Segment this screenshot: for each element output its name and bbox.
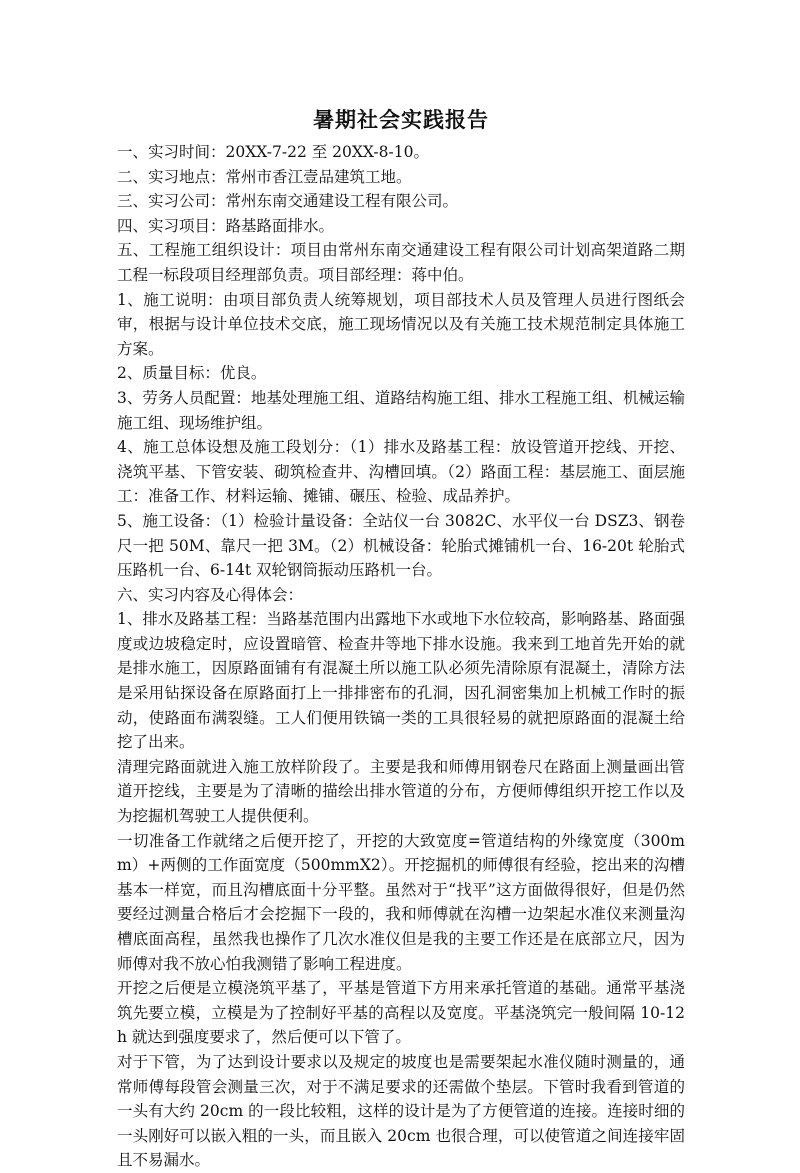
- paragraph-drainage-work: 1、排水及路基工程：当路基范围内出露地下水或地下水位较高，影响路基、路面强度或边坡稳定时，应设置暗管、检查井等地下排水设施。我来到工地首先开始的就是排水施工，因原路面铺有有混凝土所以施工队必须先清除原有混凝土，清除方法是采用钻探设备在原路面打上一排排密布的孔洞，因孔洞密集加上机械工作时的振动，使路面布满裂缝。工人们便用铁镐一类的工具很轻易的就把原路面的混凝土给挖了出来。: [117, 610, 685, 752]
- paragraph-foundation-pouring: 开挖之后便是立模浇筑平基了，平基是管道下方用来承托管道的基础。通常平基浇筑先要立模，立模是为了控制好平基的高程以及宽度。平基浇筑完一般间隔 10-12h 就达到强度要求了，然后便可以下管了。: [117, 979, 685, 1047]
- paragraph-internship-location: 二、实习地点：常州市香江壹品建筑工地。: [117, 167, 412, 186]
- document-page: [117, 96, 685, 1173]
- paragraph-construction-design: 五、工程施工组织设计：项目由常州东南交通建设工程有限公司计划高架道路二期工程一标段项目经理部负责。项目部经理：蒋中伯。: [117, 241, 685, 284]
- paragraph-section-six-heading: 六、实习内容及心得体会：: [117, 585, 304, 604]
- paragraph-internship-project: 四、实习项目：路基路面排水。: [117, 216, 335, 235]
- paragraph-quality-target: 2、质量目标：优良。: [117, 364, 267, 383]
- paragraph-excavation: 一切准备工作就绪之后便开挖了，开挖的大致宽度=管道结构的外缘宽度（300mm）+两侧的工作面宽度（500mmX2）。开挖掘机的师傅很有经验，挖出来的沟槽基本一样宽，而且沟槽底面十分平整。虽然对于“找平”这方面做得很好，但是仍然要经过测量合格后才会挖掘下一段的，我和师傅就在沟槽一边架起水准仪来测量沟槽底面高程，虽然我也操作了几次水准仪但是我的主要工作还是在底部立尺，因为师傅对我不放心怕我测错了影响工程进度。: [117, 831, 685, 973]
- paragraph-construction-equipment: 5、施工设备：（1）检验计量设备：全站仪一台 3082C、水平仪一台 DSZ3、钢卷尺一把 50M、靠尺一把 3M。（2）机械设备：轮胎式摊铺机一台、16-20t 轮胎式压路机一台、6-14t 双轮钢筒振动压路机一台。: [117, 511, 685, 580]
- paragraph-pipe-laying: 对于下管，为了达到设计要求以及规定的坡度也是需要架起水准仪随时测量的，通常师傅每段管会测量三次，对于不满足要求的还需做个垫层。下管时我看到管道的一头有大约 20cm 的一段比较粗，这样的设计是为了方便管道的连接。连接时细的一头刚好可以嵌入粗的一头，而且嵌入 20cm 也很合理，可以使管道之间连接牢固且不易漏水。: [117, 1052, 685, 1170]
- paragraph-internship-company: 三、实习公司：常州东南交通建设工程有限公司。: [117, 192, 459, 211]
- paragraph-internship-time: 一、实习时间：20XX-7-22 至 20XX-8-10。: [117, 143, 429, 161]
- document-title: 暑期社会实践报告: [313, 107, 489, 132]
- paragraph-construction-plan: 4、施工总体设想及施工段划分：（1）排水及路基工程：放设管道开挖线、开挖、浇筑平基、下管安装、砌筑检查井、沟槽回填。（2）路面工程：基层施工、面层施工：准备工作、材料运输、摊铺、碾压、检验、成品养护。: [117, 438, 685, 506]
- paragraph-layout-stage: 清理完路面就进入施工放样阶段了。主要是我和师傅用钢卷尺在路面上测量画出管道开挖线，主要是为了清晰的描绘出排水管道的分布，方便师傅组织开挖工作以及为挖掘机驾驶工人提供便利。: [117, 757, 685, 826]
- paragraph-construction-description: 1、施工说明：由项目部负责人统筹规划，项目部技术人员及管理人员进行图纸会审，根据与设计单位技术交底，施工现场情况以及有关施工技术规范制定具体施工方案。: [117, 290, 685, 358]
- paragraph-labor-allocation: 3、劳务人员配置：地基处理施工组、道路结构施工组、排水工程施工组、机械运输施工组、现场维护组。: [117, 388, 685, 432]
